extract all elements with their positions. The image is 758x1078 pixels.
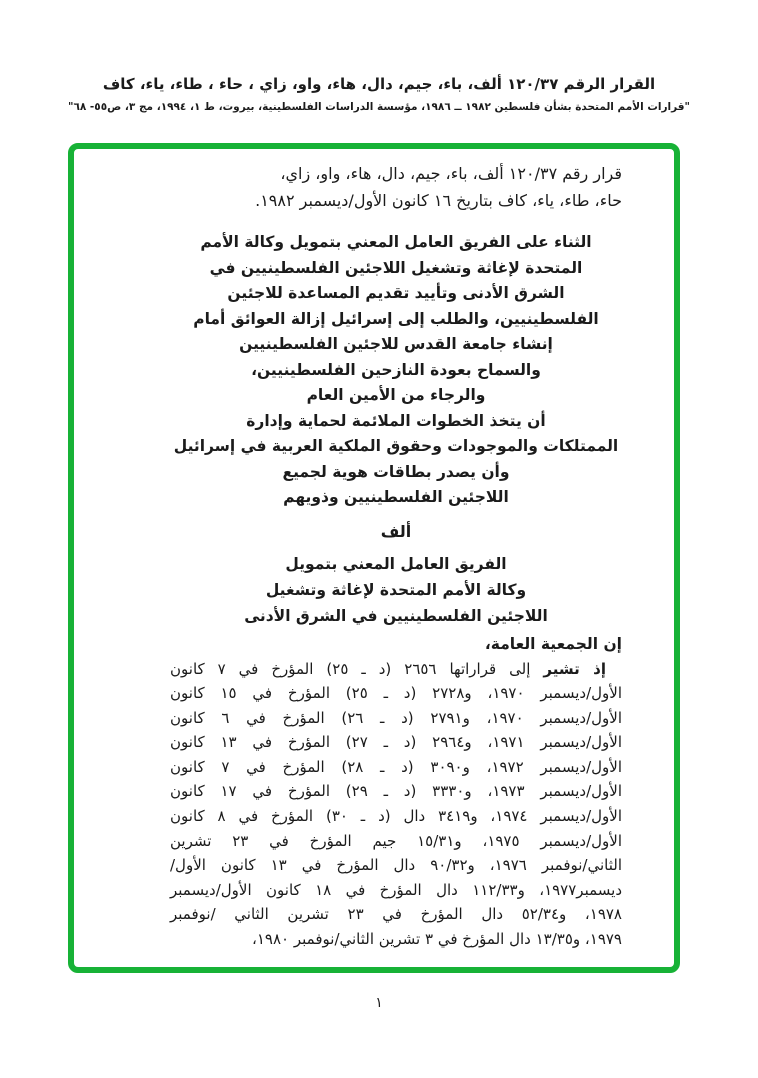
body-line: ١٩٧٩، و١٣/٣٥ دال المؤرخ في ٣ تشرين الثاني/نوفمبر ١٩٨٠،: [252, 930, 622, 949]
body-line: الأول/ديسمبر ١٩٧٢، و٣٠٩٠ (د ـ ٢٨) المؤرخ في ٧ كانون: [170, 757, 623, 776]
document-title: [170, 230, 622, 511]
page-header: [0, 74, 758, 113]
source-citation: "قرارات الأمم المتحدة بشأن فلسطين ١٩٨٢ ــ ١٩٨٦، مؤسسة الدراسات الفلسطينية، بيروت، ط ١، ١٩٩٤، مج ٣، ص٥٥- ٦٨": [67, 101, 691, 113]
body-line: [170, 657, 622, 682]
title-line: الثناء على الفريق العامل المعني بتمويل وكالة الأمم: [200, 233, 592, 251]
document-content: [170, 160, 622, 952]
body-lead: إذ تشير: [543, 659, 606, 678]
body-line: ١٩٧٨، و٥٢/٣٤ دال المؤرخ في ٢٣ تشرين الثاني /نوفمبر: [170, 905, 622, 924]
body-line: الأول/ديسمبر ١٩٧٤، و٣٤١٩ دال (د ـ ٣٠) المؤرخ في ٨ كانون: [170, 807, 622, 826]
title-line: الفلسطينيين، والطلب إلى إسرائيل إزالة العوائق أمام: [193, 309, 599, 328]
resolution-header-title: القرار الرقم ١٢٠/٣٧ ألف، باء، جيم، دال، هاء، واو، زاي ، حاء ، طاء، ياء، كاف: [102, 75, 656, 93]
subtitle-line: اللاجئين الفلسطينيين في الشرق الأدنى: [244, 606, 548, 625]
title-line: المتحدة لإغاثة وتشغيل اللاجئين الفلسطينيين في: [209, 258, 583, 277]
body-line: الأول/ديسمبر ١٩٧٠، و٢٧٩١ (د ـ ٢٦) المؤرخ في ٦ كانون: [170, 708, 623, 727]
title-line: اللاجئين الفلسطينيين وذويهم: [283, 488, 509, 506]
body-line: الثاني/نوفمبر ١٩٧٦، و٩٠/٣٢ دال المؤرخ في ١٣ كانون الأول/: [170, 856, 622, 875]
title-line: وأن يصدر بطاقات هوية لجميع: [282, 462, 510, 481]
body-line: ديسمبر١٩٧٧، و١١٢/٣٣ دال المؤرخ في ١٨ كانون الأول/ديسمبر: [170, 880, 623, 899]
title-line: أن يتخذ الخطوات الملائمة لحماية وإدارة: [246, 411, 546, 430]
salutation: إن الجمعية العامة،: [484, 634, 622, 653]
page-number: ١: [375, 995, 383, 1011]
intro-line: حاء، طاء، ياء، كاف بتاريخ ١٦ كانون الأول/ديسمبر ١٩٨٢.: [255, 191, 622, 210]
title-line: والرجاء من الأمين العام: [306, 386, 486, 404]
section-letter: ألف: [380, 521, 412, 541]
body-line: الأول/ديسمبر ١٩٧٣، و٣٣٣٠ (د ـ ٢٩) المؤرخ في ١٧ كانون: [170, 782, 622, 801]
subtitle-line: الفريق العامل المعني بتمويل: [285, 554, 507, 573]
intro-line: قرار رقم ١٢٠/٣٧ ألف، باء، جيم، دال، هاء، واو، زاي،: [280, 164, 622, 183]
body-paragraph: [170, 657, 622, 952]
body-line: الأول/ديسمبر ١٩٧٠، و٢٧٢٨ (د ـ ٢٥) المؤرخ في ١٥ كانون: [170, 684, 622, 703]
title-line: الممتلكات والموجودات وحقوق الملكية العربية في إسرائيل: [173, 437, 619, 455]
body-line-text: إلى قراراتها ٢٦٥٦ (د ـ ٢٥) المؤرخ في ٧ كانون: [170, 659, 531, 678]
body-line: الأول/ديسمبر ١٩٧٥، و١٥/٣١ جيم المؤرخ في ٢٣ تشرين: [170, 831, 622, 850]
title-line: والسماح بعودة النازحين الفلسطينيين،: [251, 360, 541, 379]
body-line: الأول/ديسمبر ١٩٧١، و٢٩٦٤ (د ـ ٢٧) المؤرخ في ١٣ كانون: [170, 733, 622, 752]
subtitle-line: وكالة الأمم المتحدة لإغاثة وتشغيل: [265, 580, 527, 599]
document-subtitle: [170, 551, 622, 629]
title-line: الشرق الأدنى وتأييد تقديم المساعدة للاجئين: [227, 284, 565, 302]
title-line: إنشاء جامعة القدس للاجئين الفلسطينيين: [239, 335, 553, 353]
intro-paragraph: [170, 160, 622, 214]
